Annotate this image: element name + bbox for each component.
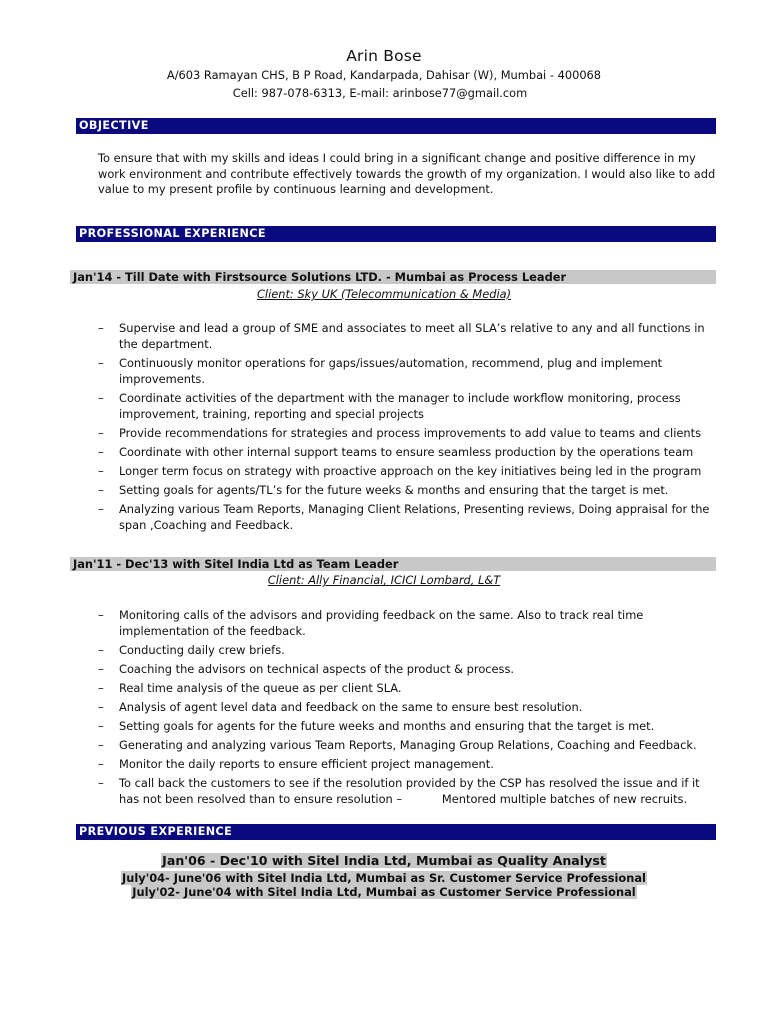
- list-item: – Setting goals for agents for the future weeks and months and ensuring that the target is met.: [98, 718, 710, 734]
- job-responsibilities-list: [98, 320, 710, 536]
- professional-experience-heading-bar: [76, 226, 716, 242]
- job-title: Jan'11 - Dec'13 with Sitel India Ltd as Team Leader: [73, 557, 399, 571]
- objective-heading-bar: [76, 118, 716, 134]
- list-item: – Real time analysis of the queue as per client SLA.: [98, 680, 710, 696]
- list-item: – Analyzing various Team Reports, Managing Client Relations, Presenting reviews, Doing appraisal for the span ,Coaching and Feedback.: [98, 501, 710, 533]
- list-item: – Supervise and lead a group of SME and associates to meet all SLA’s relative to any and all functions in the department.: [98, 320, 710, 352]
- list-item: – Setting goals for agents/TL’s for the future weeks & months and ensuring that the target is met.: [98, 482, 710, 498]
- job-client: Client: Sky UK (Telecommunication & Media): [256, 287, 512, 301]
- job-title: Jan'14 - Till Date with Firstsource Solutions LTD. - Mumbai as Process Leader: [73, 270, 567, 284]
- list-item: – Coordinate with other internal support teams to ensure seamless production by the operations team: [98, 444, 710, 460]
- previous-role-text: Jan'06 - Dec'10 with Sitel India Ltd, Mumbai as Quality Analyst: [162, 853, 606, 868]
- list-item: – Coordinate activities of the department with the manager to include workflow monitoring, process improvement, training, reporting and special projects: [98, 390, 710, 422]
- objective-text: To ensure that with my skills and ideas I could bring in a significant change and positive difference in my work environment and contribute effectively towards the growth of my organization. I would also like to add value to my present profile by continuous learning and development.: [98, 151, 716, 196]
- previous-role-text: July'02- June'04 with Sitel India Ltd, Mumbai as Customer Service Professional: [132, 885, 636, 899]
- address-line: A/603 Ramayan CHS, B P Road, Kandarpada, Dahisar (W), Mumbai - 400068: [166, 68, 602, 82]
- list-item: – Analysis of agent level data and feedback on the same to ensure best resolution.: [98, 699, 710, 715]
- contact-line: Cell: 987-078-6313, E-mail: arinbose77@gmail.com: [232, 86, 528, 100]
- objective-heading: OBJECTIVE: [79, 119, 149, 132]
- list-item: – Monitor the daily reports to ensure efficient project management.: [98, 756, 710, 772]
- previous-experience-heading-bar: [76, 824, 716, 840]
- list-item: – Continuously monitor operations for gaps/issues/automation, recommend, plug and implement improvements.: [98, 355, 710, 387]
- previous-experience-heading: PREVIOUS EXPERIENCE: [79, 825, 233, 838]
- candidate-name: Arin Bose: [346, 47, 422, 65]
- previous-role: [0, 871, 768, 885]
- list-item: – Coaching the advisors on technical aspects of the product & process.: [98, 661, 710, 677]
- list-item: – Generating and analyzing various Team Reports, Managing Group Relations, Coaching and Feedback.: [98, 737, 710, 753]
- job-title-bar: [70, 557, 716, 571]
- list-item: – Conducting daily crew briefs.: [98, 642, 710, 658]
- list-item: – Monitoring calls of the advisors and providing feedback on the same. Also to track real time implementation of the feedback.: [98, 607, 710, 639]
- list-item: – Provide recommendations for strategies and process improvements to add value to teams and clients: [98, 425, 710, 441]
- job-client: Client: Ally Financial, ICICI Lombard, L&T: [267, 573, 501, 587]
- previous-role: [0, 853, 768, 868]
- list-item: – Longer term focus on strategy with proactive approach on the key initiatives being led in the program: [98, 463, 710, 479]
- previous-role-text: July'04- June'06 with Sitel India Ltd, Mumbai as Sr. Customer Service Professional: [122, 871, 646, 885]
- list-item: – To call back the customers to see if the resolution provided by the CSP has resolved the issue and if it has not been resolved than to ensure resolution – Mentored multiple batches of new recruits.: [98, 775, 710, 807]
- professional-experience-heading: PROFESSIONAL EXPERIENCE: [79, 227, 266, 240]
- job-responsibilities-list: [98, 607, 710, 810]
- job-title-bar: [70, 270, 716, 284]
- previous-role: [0, 885, 768, 899]
